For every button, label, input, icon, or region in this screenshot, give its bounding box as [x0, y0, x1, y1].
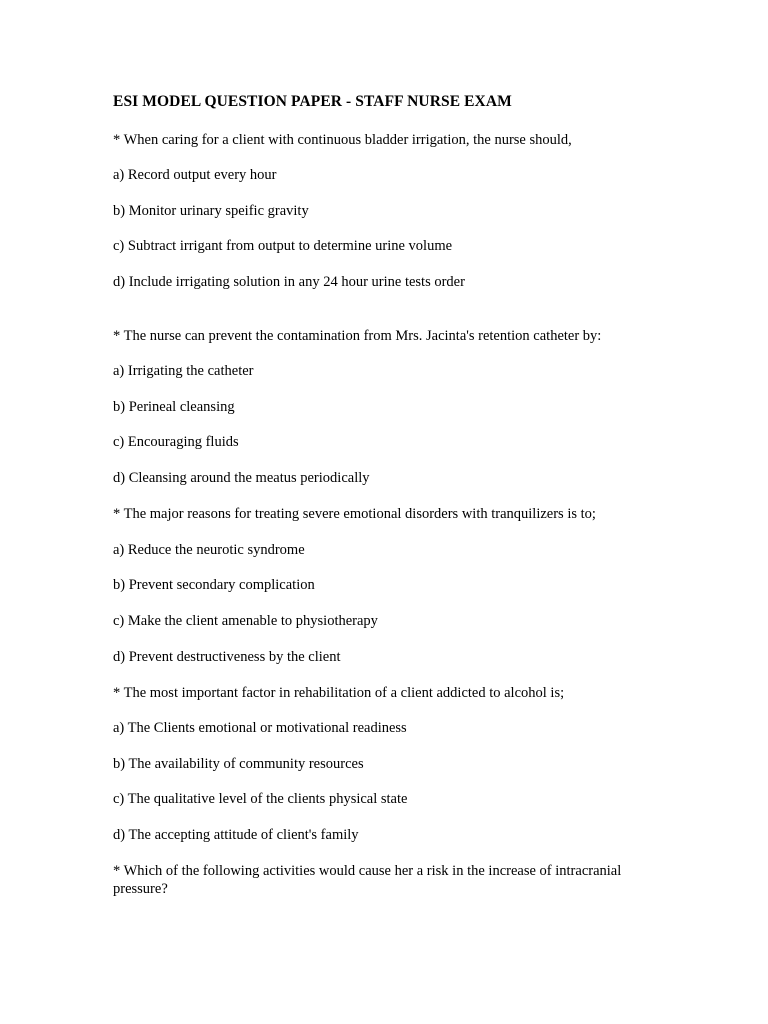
question-4-option-a: a) The Clients emotional or motivational readiness: [113, 720, 407, 736]
question-4-option-c: c) The qualitative level of the clients physical state: [113, 791, 408, 807]
question-2-option-a: a) Irrigating the catheter: [113, 363, 254, 379]
question-3-option-c: c) Make the client amenable to physiotherapy: [113, 613, 378, 629]
question-4-stem: * The most important factor in rehabilitation of a client addicted to alcohol is;: [113, 685, 565, 701]
question-3-option-d: d) Prevent destructiveness by the client: [113, 649, 341, 665]
question-1-stem: * When caring for a client with continuous bladder irrigation, the nurse should,: [113, 132, 572, 148]
question-1-option-a: a) Record output every hour: [113, 167, 277, 183]
question-1-option-c: c) Subtract irrigant from output to determine urine volume: [113, 238, 453, 254]
question-1-option-d: d) Include irrigating solution in any 24 hour urine tests order: [113, 274, 465, 290]
question-2-option-d: d) Cleansing around the meatus periodically: [113, 470, 370, 486]
question-4-option-d: d) The accepting attitude of client's family: [113, 827, 359, 843]
page-title: ESI MODEL QUESTION PAPER - STAFF NURSE EXAM: [113, 93, 512, 110]
question-2-option-b: b) Perineal cleansing: [113, 399, 235, 415]
question-5-stem: * Which of the following activities would cause her a risk in the increase of intracranial pressure?: [113, 863, 622, 897]
question-3-option-b: b) Prevent secondary complication: [113, 577, 315, 593]
question-1-option-b: b) Monitor urinary speific gravity: [113, 203, 309, 219]
question-3-stem: * The major reasons for treating severe emotional disorders with tranquilizers is to;: [113, 506, 596, 522]
question-4-option-b: b) The availability of community resources: [113, 756, 364, 772]
question-2-option-c: c) Encouraging fluids: [113, 434, 239, 450]
question-2-stem: * The nurse can prevent the contamination from Mrs. Jacinta's retention catheter by:: [113, 328, 602, 344]
question-3-option-a: a) Reduce the neurotic syndrome: [113, 542, 305, 558]
